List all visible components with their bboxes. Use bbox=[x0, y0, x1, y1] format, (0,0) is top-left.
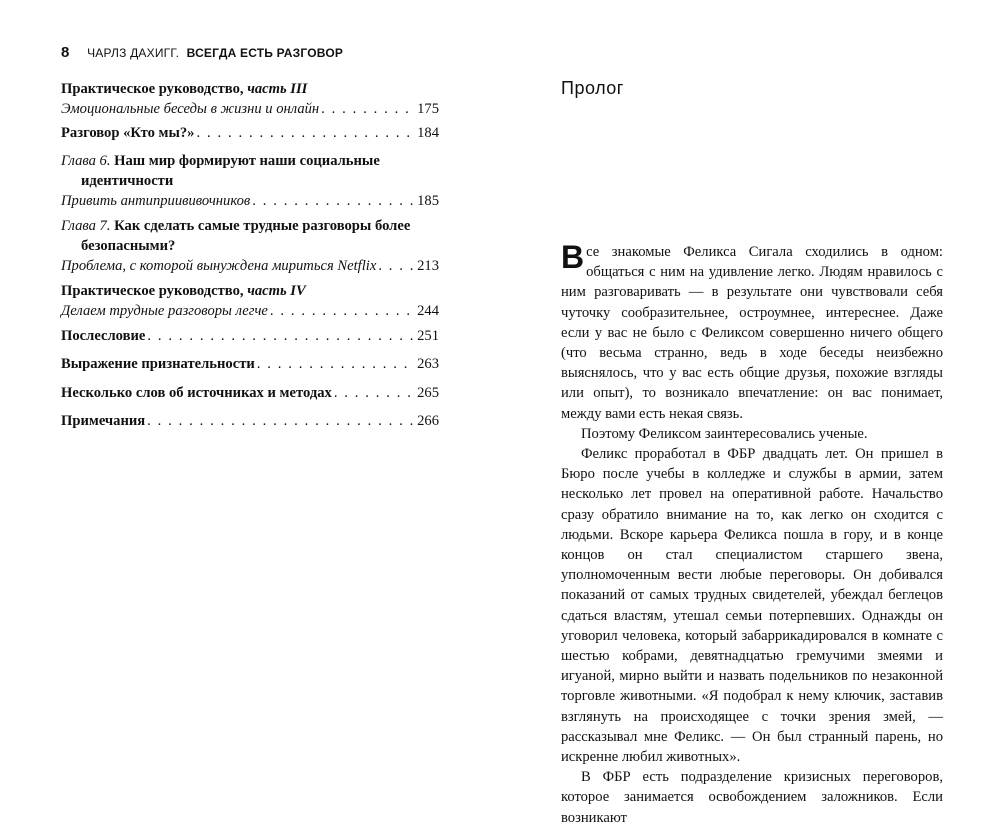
toc-entry bbox=[61, 411, 439, 431]
toc-page-number: 265 bbox=[417, 385, 439, 401]
toc-page-number: 175 bbox=[417, 101, 439, 117]
toc-leader bbox=[252, 191, 415, 211]
toc-page-number: 251 bbox=[417, 328, 439, 344]
toc-entry-title: Несколько слов об источниках и методах bbox=[61, 385, 332, 401]
toc-leader bbox=[378, 256, 415, 276]
toc-entry-title-continued: идентичности bbox=[81, 173, 174, 189]
toc-leader bbox=[321, 99, 415, 119]
toc-leader bbox=[257, 354, 415, 374]
paragraph-text: се знакомые Феликса Сигала сходились в одном: общаться с ним на удивление легко. Людям нравилось с ним разговаривать — в результате они чувствовали себя чуточку сообразительнее, остроумнее, интереснее. Даже если у вас не было с Феликсом совершенно ничего общего (что весьма странно, ведь в ходе беседы неизбежно выяснялось, что у вас есть общие друзья, похожие взгляды или опыт), то возникало впечатление: он вас понимает, между вами есть некая связь. bbox=[561, 244, 943, 422]
toc-entry bbox=[61, 79, 439, 119]
toc-page-number: 213 bbox=[417, 258, 439, 274]
toc-entry-title-continued: безопасными? bbox=[81, 238, 176, 254]
toc-entry-title: Наш мир формируют наши социальные bbox=[114, 153, 380, 169]
toc-entry-title-part: часть III bbox=[247, 81, 308, 97]
toc-page-number: 244 bbox=[417, 303, 439, 319]
toc-leader bbox=[196, 123, 415, 143]
toc-entry bbox=[61, 281, 439, 321]
chapter-title: Пролог bbox=[561, 78, 624, 98]
page-number: 8 bbox=[61, 44, 70, 61]
toc-page-number: 266 bbox=[417, 413, 439, 429]
drop-cap: В bbox=[561, 239, 585, 275]
paragraph bbox=[561, 239, 943, 424]
toc-leader bbox=[147, 326, 415, 346]
paragraph: Феликс проработал в ФБР двадцать лет. Он пришел в Бюро после учебы в колледже и службы в армии, затем несколько лет провел на оперативной работе. Начальство сразу обратило внимание на то, как легко он сходится с людьми. Вскоре карьера Феликса пошла в гору, и в конце концов он стал специалистом старшего звена, уполномоченным вести любые переговоры. Он добивался показаний от самых трудных свидетелей, убеждал беглецов сдаться властям, утешал семьи потерпевших. Однажды он уговорил человека, который забаррикадировался в комнате с шестью кобрами, девятнадцатью гремучими змеями и игуаной, мирно выйти и назвать подельников по незаконной торговле животными. «Я подобрал к нему ключик, заставив взглянуть на происходящее с точки зрения змей, — рассказывал мне Феликс. — Он был странный парень, но искренне любил животных». bbox=[561, 446, 943, 766]
running-header bbox=[61, 44, 343, 61]
toc-entry-title: Разговор «Кто мы?» bbox=[61, 125, 195, 141]
toc-leader bbox=[147, 411, 415, 431]
toc-entry bbox=[61, 354, 439, 374]
toc-chapter-label: Глава 6. bbox=[61, 153, 111, 169]
toc-entry-title: Практическое руководство, bbox=[61, 283, 248, 299]
toc-entry-title-part: часть IV bbox=[247, 283, 306, 299]
header-book-title: ВСЕГДА ЕСТЬ РАЗГОВОР bbox=[186, 46, 344, 60]
toc-entry-subtitle: Привить антиприививочников bbox=[61, 193, 251, 209]
toc-page-number: 263 bbox=[417, 356, 439, 372]
toc-entry bbox=[61, 216, 439, 276]
prologue-text bbox=[561, 239, 943, 828]
toc-entry bbox=[61, 383, 439, 403]
toc-entry-title: Как сделать самые трудные разговоры более bbox=[114, 218, 411, 234]
toc-entry-title: Выражение признательности bbox=[61, 356, 255, 372]
toc-entry-subtitle: Эмоциональные беседы в жизни и онлайн bbox=[61, 101, 320, 117]
toc-entry-subtitle: Проблема, с которой вынуждена мириться Netflix bbox=[61, 258, 377, 274]
toc-entry-title: Примечания bbox=[61, 413, 146, 429]
toc-leader bbox=[270, 301, 415, 321]
toc-entry bbox=[61, 123, 439, 143]
header-author: ЧАРЛЗ ДАХИГГ. bbox=[87, 46, 180, 60]
toc-chapter-label: Глава 7. bbox=[61, 218, 111, 234]
toc-entry bbox=[61, 151, 439, 211]
toc-leader bbox=[334, 383, 415, 403]
toc-entry-subtitle: Делаем трудные разговоры легче bbox=[61, 303, 268, 319]
toc-entry-title: Практическое руководство, bbox=[61, 81, 248, 97]
toc-page-number: 184 bbox=[417, 125, 439, 141]
paragraph: Поэтому Феликсом заинтересовались ученые. bbox=[581, 425, 868, 442]
toc-entry bbox=[61, 326, 439, 346]
toc-page-number: 185 bbox=[417, 193, 439, 209]
paragraph: В ФБР есть подразделение кризисных переговоров, которое занимается освобождением заложников. Если возникают bbox=[561, 769, 943, 826]
toc-entry-title: Послесловие bbox=[61, 328, 146, 344]
